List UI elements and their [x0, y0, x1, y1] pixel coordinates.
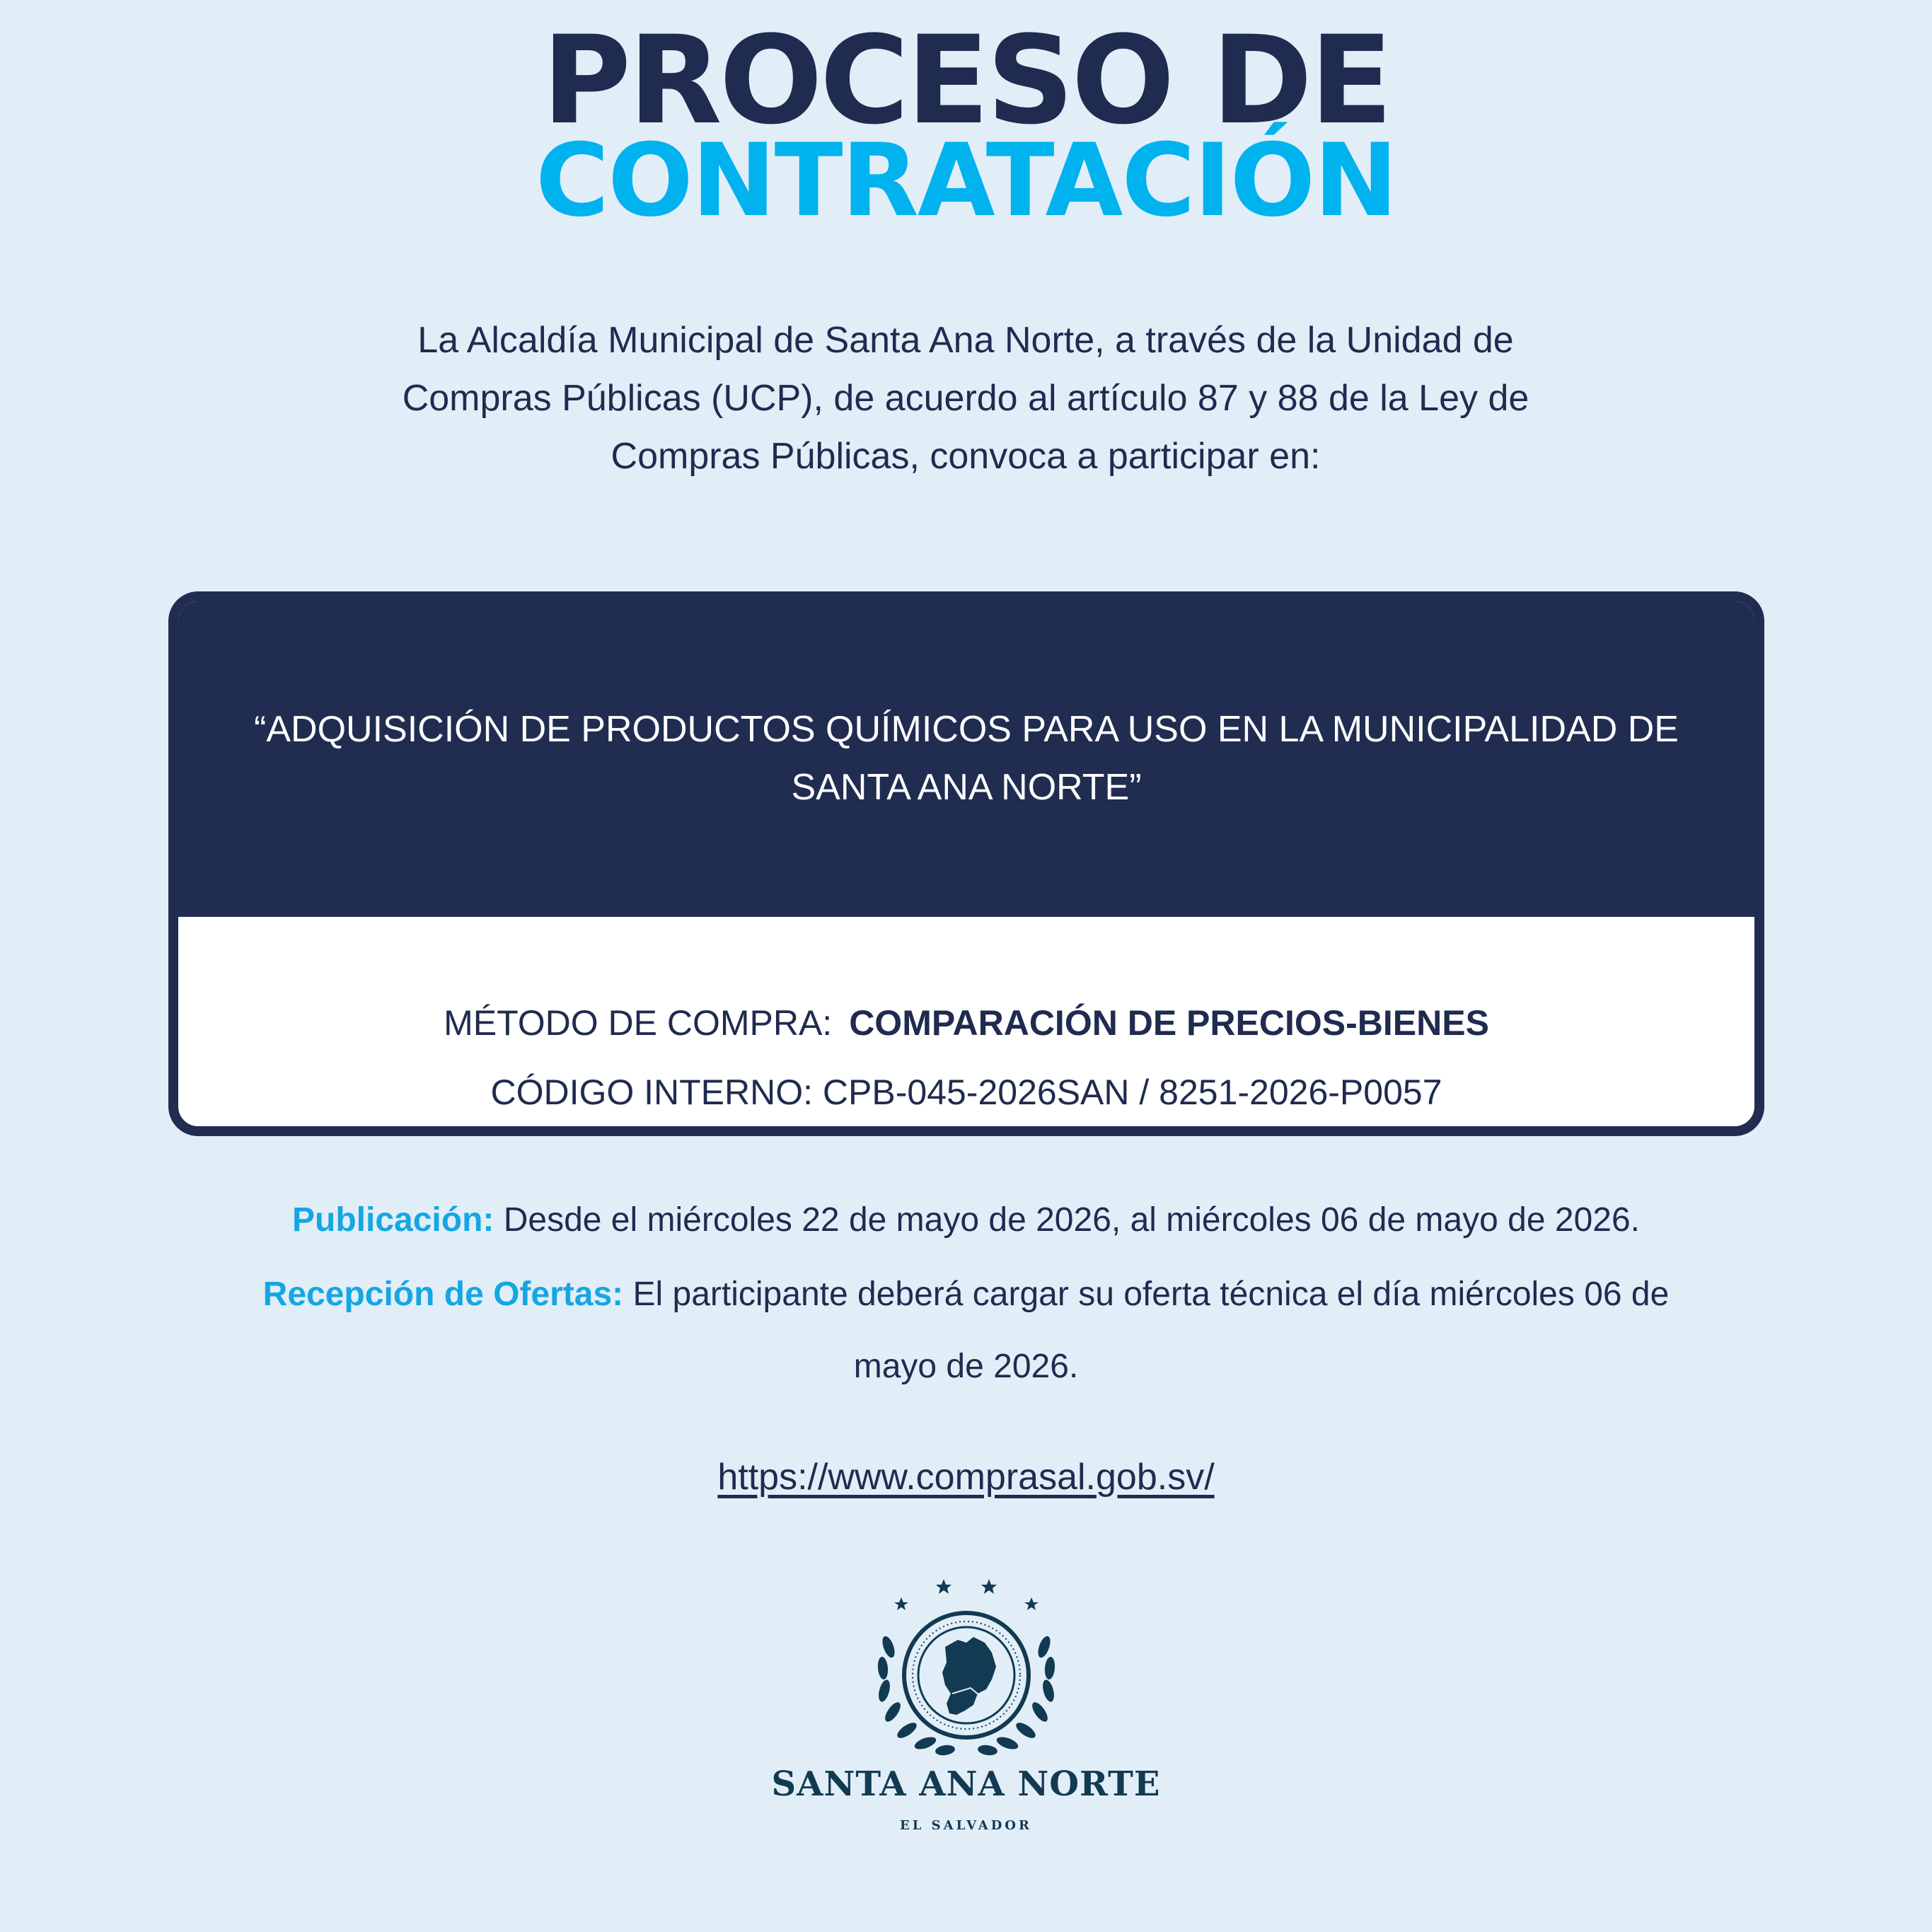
publication-info — [0, 1199, 1932, 1242]
publication-label: Publicación: — [292, 1201, 494, 1239]
brand-name: SANTA ANA NORTE — [771, 1764, 1161, 1804]
process-card — [168, 591, 1764, 1136]
intro-paragraph — [294, 311, 1638, 485]
process-name-line: “ADQUISICIÓN DE PRODUCTOS QUÍMICOS PARA USO EN LA MUNICIPALIDAD DE — [254, 709, 1679, 750]
intro-line: Compras Públicas (UCP), de acuerdo al artículo 87 y 88 de la Ley de — [402, 378, 1529, 419]
process-name — [221, 700, 1712, 816]
reception-label: Recepción de Ofertas: — [262, 1276, 624, 1313]
page-title-line1: PROCESO DE — [542, 9, 1390, 151]
purchase-method-label: MÉTODO DE COMPRA: — [444, 1003, 833, 1043]
brand-subtitle: EL SALVADOR — [900, 1818, 1032, 1833]
municipal-seal-icon — [867, 1569, 1065, 1774]
publication-text: Desde el miércoles 22 de mayo de 2026, al miércoles 06 de mayo de 2026. — [503, 1201, 1640, 1239]
process-name-line: SANTA ANA NORTE” — [791, 767, 1142, 808]
reception-text: El participante deberá cargar su oferta técnica el día miércoles 06 de — [632, 1276, 1670, 1313]
comprasal-link-container — [0, 1456, 1932, 1498]
reception-info-continued: mayo de 2026. — [853, 1348, 1079, 1385]
comprasal-link[interactable]: https://www.comprasal.gob.sv/ — [717, 1457, 1215, 1498]
star-icons — [894, 1579, 1039, 1610]
reception-info — [0, 1273, 1932, 1316]
process-card-header — [178, 601, 1754, 917]
intro-line: Compras Públicas, convoca a participar en: — [611, 436, 1321, 477]
process-card-body — [178, 917, 1754, 1126]
purchase-method — [178, 1002, 1754, 1044]
intro-line: La Alcaldía Municipal de Santa Ana Norte, a través de la Unidad de — [417, 320, 1514, 361]
purchase-method-value: COMPARACIÓN DE PRECIOS-BIENES — [849, 1003, 1489, 1043]
page-title-line2: CONTRATACIÓN — [535, 122, 1397, 239]
internal-code: CÓDIGO INTERNO: CPB-045-2026SAN / 8251-2026-P0057 — [490, 1072, 1442, 1112]
